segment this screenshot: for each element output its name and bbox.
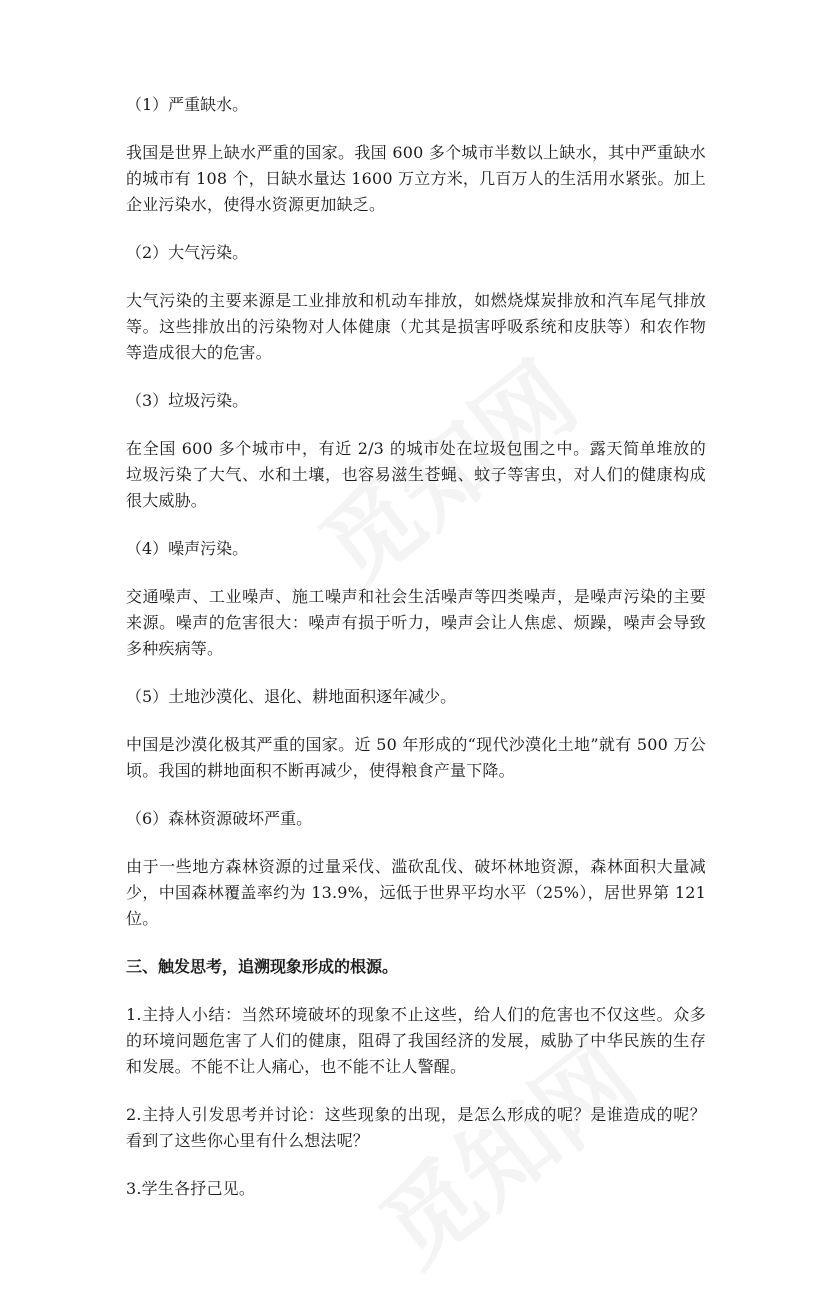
section-paragraph: 交通噪声、工业噪声、施工噪声和社会生活噪声等四类噪声，是噪声污染的主要来源。噪声的危害很大：噪声有损于听力，噪声会让人焦虑、烦躁，噪声会导致多种疾病等。 [126, 587, 706, 658]
list-item: 1.主持人小结：当然环境破坏的现象不止这些，给人们的危害也不仅这些。众多的环境问题危害了人们的健康，阻碍了我国经济的发展，威胁了中华民族的生存和发展。不能不让人痛心，也不能不让人警醒。 [126, 1005, 706, 1076]
section-paragraph: 大气污染的主要来源是工业排放和机动车排放，如燃烧煤炭排放和汽车尾气排放等。这些排放出的污染物对人体健康（尤其是损害呼吸系统和皮肤等）和农作物等造成很大的危害。 [126, 291, 706, 362]
list-item: 2.主持人引发思考并讨论：这些现象的出现，是怎么形成的呢？是谁造成的呢？看到了这些你心里有什么想法呢？ [126, 1105, 706, 1150]
section-heading: （5）土地沙漠化、退化、耕地面积逐年减少。 [126, 687, 457, 706]
section-heading: （6）森林资源破坏严重。 [126, 809, 313, 828]
list-item: 3.学生各抒己见。 [126, 1179, 256, 1198]
section-heading: （3）垃圾污染。 [126, 391, 249, 410]
document-page [126, 92, 706, 1224]
section-paragraph: 我国是世界上缺水严重的国家。我国 600 多个城市半数以上缺水，其中严重缺水的城市有 108 个，日缺水量达 1600 万立方米，几百万人的生活用水紧张。加上企业污染水，使得水资源更加缺乏。 [126, 143, 706, 214]
part-three-heading: 三、触发思考，追溯现象形成的根源。 [126, 957, 399, 976]
section-paragraph: 在全国 600 多个城市中，有近 2/3 的城市处在垃圾包围之中。露天简单堆放的垃圾污染了大气、水和土壤，也容易滋生苍蝇、蚊子等害虫，对人们的健康构成很大威胁。 [126, 439, 706, 510]
section-heading: （1）严重缺水。 [126, 95, 249, 114]
section-paragraph: 中国是沙漠化极其严重的国家。近 50 年形成的“现代沙漠化土地”就有 500 万公顷。我国的耕地面积不断再减少，使得粮食产量下降。 [126, 735, 706, 780]
section-heading: （2）大气污染。 [126, 243, 249, 262]
section-paragraph: 由于一些地方森林资源的过量采伐、滥砍乱伐、破坏林地资源，森林面积大量减少，中国森林覆盖率约为 13.9%，远低于世界平均水平（25%），居世界第 121 位。 [126, 857, 706, 928]
section-heading: （4）噪声污染。 [126, 539, 249, 558]
